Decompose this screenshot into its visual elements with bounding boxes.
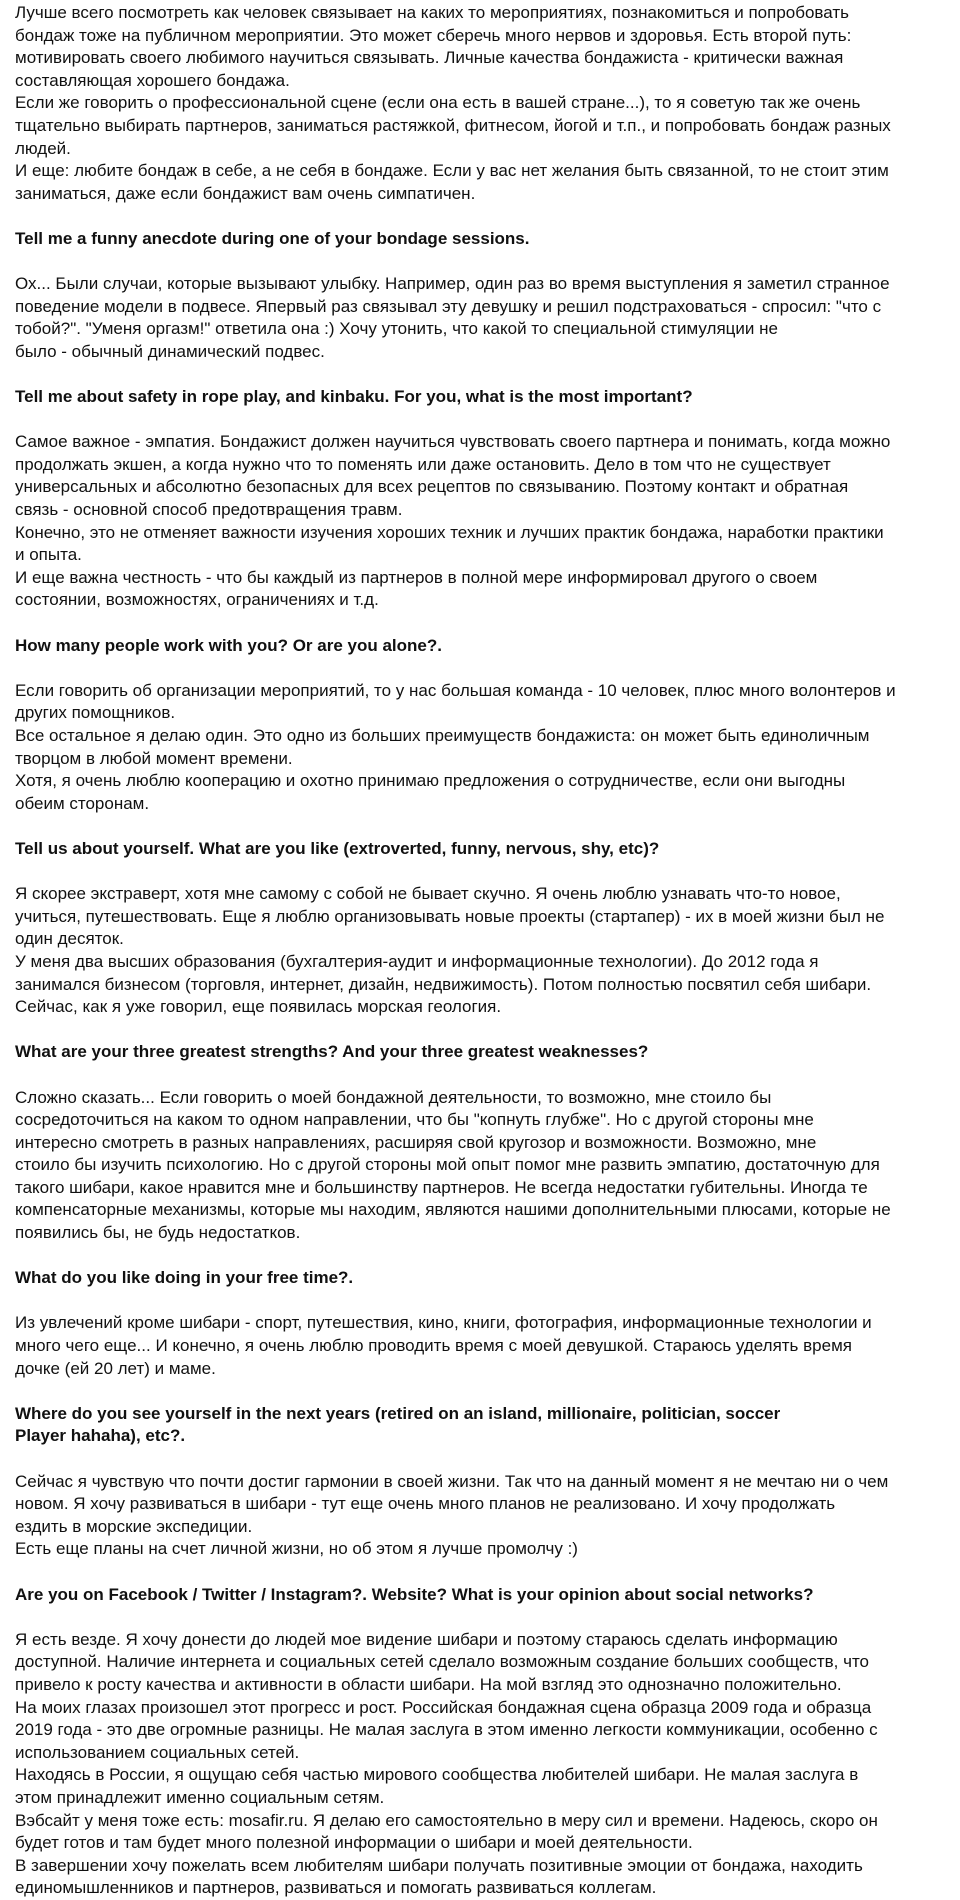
answer-paragraph <box>15 1764 945 1809</box>
answer-paragraph-line: людей. <box>15 138 71 158</box>
question-heading <box>15 1584 945 1607</box>
answer-paragraph-line: Есть еще планы на счет личной жизни, но об этом я лучше промолчу :) <box>15 1539 578 1559</box>
question-heading-line: What are your three greatest strengths? And your three greatest weaknesses? <box>15 1042 649 1062</box>
answer-paragraph-line: много чего еще... И конечно, я очень люблю проводить время с моей девушкой. Стараюсь уделять время <box>15 1336 852 1356</box>
answer-paragraph-line: Из увлечений кроме шибари - спорт, путешествия, кино, книги, фотография, информационные технологии и <box>15 1313 872 1333</box>
answer-paragraph-line: состоянии, возможностях, ограничениях и т.д. <box>15 590 379 610</box>
answer-paragraph <box>15 2 945 92</box>
answer-paragraph-line: Я скорее экстраверт, хотя мне самому с собой не бывает скучно. Я очень люблю узнавать что-то новое, <box>15 884 841 904</box>
answer-paragraph-line: тщательно выбирать партнеров, заниматься растяжкой, фитнесом, йогой и т.п., и попробовать бондаж разных <box>15 115 891 135</box>
answer-paragraph <box>15 1697 945 1765</box>
qa-section <box>15 386 945 612</box>
answer-paragraph-line: Все остальное я делаю один. Это одно из больших преимуществ бондажиста: он может быть единоличным <box>15 726 870 745</box>
answer-paragraph-line: доступной. Наличие интернета и социальных сетей сделало возможным создание больших сообществ, что <box>15 1652 870 1672</box>
answer-paragraph-line: связь - основной способ предотвращения травм. <box>15 500 403 520</box>
answer-paragraph <box>15 273 945 363</box>
answer-paragraph-line: составляющая хорошего бондажа. <box>15 70 290 90</box>
answer-paragraph-line: сосредоточиться на каком то одном направлении, что бы "копнуть глубже". Но с другой стороны мне <box>15 1110 814 1130</box>
question-heading-line: Are you on Facebook / Twitter / Instagram?. Website? What is your opinion about social networks? <box>15 1584 814 1604</box>
question-heading <box>15 228 945 251</box>
answer-paragraph-line: компенсаторные механизмы, которые мы находим, являются нашими дополнительными плюсами, которые не <box>15 1200 891 1220</box>
question-heading-line: Player hahaha), etc?. <box>15 1426 186 1446</box>
question-heading <box>15 838 945 861</box>
answer-paragraph-line: бондаж тоже на публичном мероприятии. Это может сберечь много нервов и здоровья. Есть второй путь: <box>15 25 852 45</box>
answer-paragraph-line: этом принадлежит именно социальным сетям. <box>15 1787 385 1807</box>
answer-paragraph-line: других помощников. <box>15 703 176 723</box>
qa-section <box>15 1041 945 1244</box>
answer-paragraph-line: Самое важное - эмпатия. Бондажист должен научиться чувствовать своего партнера и понимать, когда можно <box>15 432 891 452</box>
answer-paragraph <box>15 883 945 951</box>
answer-paragraph <box>15 92 945 160</box>
qa-section <box>15 228 945 364</box>
answer-paragraph-line: Если говорить об организации мероприятий, то у нас большая команда - 10 человек, плюс много волонтеров и <box>15 680 896 700</box>
answer-paragraph-line: заниматься, даже если бондажист вам очень симпатичен. <box>15 183 476 203</box>
answer-paragraph-line: будет готов и там будет много полезной информации о шибари и моей деятельности. <box>15 1833 693 1853</box>
answer-paragraph <box>15 680 945 725</box>
answer-paragraph-line: учиться, путешествовать. Еще я люблю организовывать новые проекты (стартапер) - их в моей жизни был не <box>15 906 885 926</box>
answer-paragraph <box>15 1087 945 1245</box>
answer-paragraph-line: У меня два высших образования (бухгалтерия-аудит и информационные технологии). До 2012 года я <box>15 951 819 971</box>
answer-paragraph-line: такого шибари, какое нравится мне и большинству партнеров. Не всегда недостатки губительны. Иногда те <box>15 1177 868 1197</box>
answer-paragraph-line: стоило бы изучить психологию. Но с другой стороны мой опыт помог мне развить эмпатию, достаточную для <box>15 1155 880 1175</box>
answer-paragraph-line: использованием социальных сетей. <box>15 1742 300 1762</box>
answer-paragraph-line: универсальных и абсолютно безопасных для всех рецептов по связыванию. Поэтому контакт и обратная <box>15 477 849 497</box>
answer-paragraph-line: Ох... Были случаи, которые вызывают улыбку. Например, один раз во время выступления я заметил странное <box>15 274 890 294</box>
answer-paragraph-line: Хотя, я очень люблю кооперацию и охотно принимаю предложения о сотрудничестве, если они выгодны <box>15 771 846 791</box>
answer-paragraph-line: Если же говорить о профессиональной сцене (если она есть в вашей стране...), то я советую так же очень <box>15 93 861 113</box>
answer-paragraph <box>15 1312 945 1380</box>
intro-answer <box>15 2 945 205</box>
answer-paragraph-line: мотивировать своего любимого научиться связывать. Личные качества бондажиста - критически важная <box>15 48 844 68</box>
qa-section <box>15 1584 945 1900</box>
answer-paragraph <box>15 951 945 1019</box>
answer-paragraph-line: интересно смотреть в разных направлениях, расширяя свой кругозор и возможности. Возможно, мне <box>15 1132 817 1152</box>
answer-paragraph-line: один десяток. <box>15 929 124 949</box>
answer-paragraph <box>15 567 945 612</box>
answer-paragraph-line: продолжать экшен, а когда нужно что то поменять или даже остановить. Дело в том что не существует <box>15 454 831 474</box>
answer-paragraph-line: единомышленников и партнеров, развиваться и помогать развиваться коллегам. <box>15 1878 657 1898</box>
answer-paragraph-line: занимался бизнесом (торговля, интернет, дизайн, недвижимость). Потом полностью посвятил себя шибари. <box>15 974 872 994</box>
answer-paragraph <box>15 725 945 770</box>
answer-paragraph-line: Лучше всего посмотреть как человек связывает на каких то мероприятиях, познакомиться и попробовать <box>15 3 849 22</box>
answer-paragraph-line: ездить в морские экспедиции. <box>15 1516 253 1536</box>
answer-paragraph-line: И еще важна честность - что бы каждый из партнеров в полной мере информировал другого о своем <box>15 567 818 587</box>
answer-paragraph <box>15 1471 945 1539</box>
question-heading <box>15 1403 945 1448</box>
answer-paragraph-line: В завершении хочу пожелать всем любителям шибари получать позитивные эмоции от бондажа, находить <box>15 1855 863 1875</box>
answer-paragraph-line: поведение модели в подвесе. Япервый раз связывал эту девушку и решил подстраховаться - спросил: "что с <box>15 296 882 316</box>
answer-paragraph-line: новом. Я хочу развиваться в шибари - тут еще очень много планов не реализовано. И хочу продолжать <box>15 1494 836 1514</box>
answer-paragraph-line: дочке (ей 20 лет) и маме. <box>15 1358 216 1378</box>
answer-paragraph-line: привело к росту качества и активности в области шибари. На мой взгляд это однозначно положительно. <box>15 1674 842 1694</box>
question-heading-line: Tell me about safety in rope play, and kinbaku. For you, what is the most important? <box>15 387 693 407</box>
answer-paragraph-line: 2019 года - это две огромные разницы. Не малая заслуга в этом именно легкости коммуникации, особенно с <box>15 1720 878 1740</box>
question-heading-line: How many people work with you? Or are you alone?. <box>15 635 442 655</box>
answer-paragraph <box>15 1855 945 1900</box>
answer-paragraph-line: Конечно, это не отменяет важности изучения хороших техник и лучших практик бондажа, наработки практики <box>15 522 884 542</box>
answer-paragraph-line: и опыта. <box>15 545 82 565</box>
answer-paragraph-line: Сложно сказать... Если говорить о моей бондажной деятельности, то возможно, мне стоило бы <box>15 1087 772 1107</box>
answer-paragraph-line: Сейчас я чувствую что почти достиг гармонии в своей жизни. Так что на данный момент я не мечтаю ни о чем <box>15 1471 889 1491</box>
answer-paragraph <box>15 1810 945 1855</box>
question-heading-line: Where do you see yourself in the next years (retired on an island, millionaire, politician, soccer <box>15 1403 781 1423</box>
answer-paragraph-line: было - обычный динамический подвес. <box>15 341 325 361</box>
answer-paragraph <box>15 431 945 521</box>
answer-paragraph <box>15 1629 945 1697</box>
question-heading <box>15 1267 945 1290</box>
qa-section <box>15 1267 945 1380</box>
answer-paragraph-line: появились бы, не будь недостатков. <box>15 1223 301 1243</box>
qa-section <box>15 635 945 816</box>
answer-paragraph-line: И еще: любите бондаж в себе, а не себя в бондаже. Если у вас нет желания быть связанной, то не стоит этим <box>15 161 889 181</box>
answer-paragraph-line: творцом в любой момент времени. <box>15 748 293 768</box>
question-heading-line: Tell me a funny anecdote during one of your bondage sessions. <box>15 228 530 248</box>
question-heading <box>15 1041 945 1064</box>
answer-paragraph <box>15 1538 945 1561</box>
answer-paragraph-line: Сейчас, как я уже говорил, еще появилась морская геология. <box>15 997 502 1017</box>
question-heading <box>15 635 945 658</box>
answer-paragraph-line: Находясь в России, я ощущаю себя частью мирового сообщества любителей шибари. Не малая заслуга в <box>15 1765 859 1785</box>
question-heading <box>15 386 945 409</box>
question-heading-line: Tell us about yourself. What are you like (extroverted, funny, nervous, shy, etc)? <box>15 838 660 858</box>
answer-paragraph <box>15 522 945 567</box>
answer-paragraph-line: Вэбсайт у меня тоже есть: mosafir.ru. Я делаю его самостоятельно в меру сил и времени. Надеюсь, скоро он <box>15 1810 878 1830</box>
answer-paragraph-line: тобой?". "Уменя оргазм!" ответила она :) Хочу утонить, что какой то специальной стимуляции не <box>15 319 778 339</box>
qa-section <box>15 1403 945 1561</box>
answer-paragraph <box>15 770 945 815</box>
answer-paragraph-line: Я есть везде. Я хочу донести до людей мое видение шибари и поэтому стараюсь сделать информацию <box>15 1629 838 1649</box>
question-heading-line: What do you like doing in your free time?. <box>15 1268 354 1288</box>
answer-paragraph <box>15 160 945 205</box>
answer-paragraph-line: На моих глазах произошел этот прогресс и рост. Российская бондажная сцена образца 2009 года и образца <box>15 1697 872 1717</box>
answer-paragraph-line: обеим сторонам. <box>15 793 150 813</box>
qa-section <box>15 838 945 1019</box>
